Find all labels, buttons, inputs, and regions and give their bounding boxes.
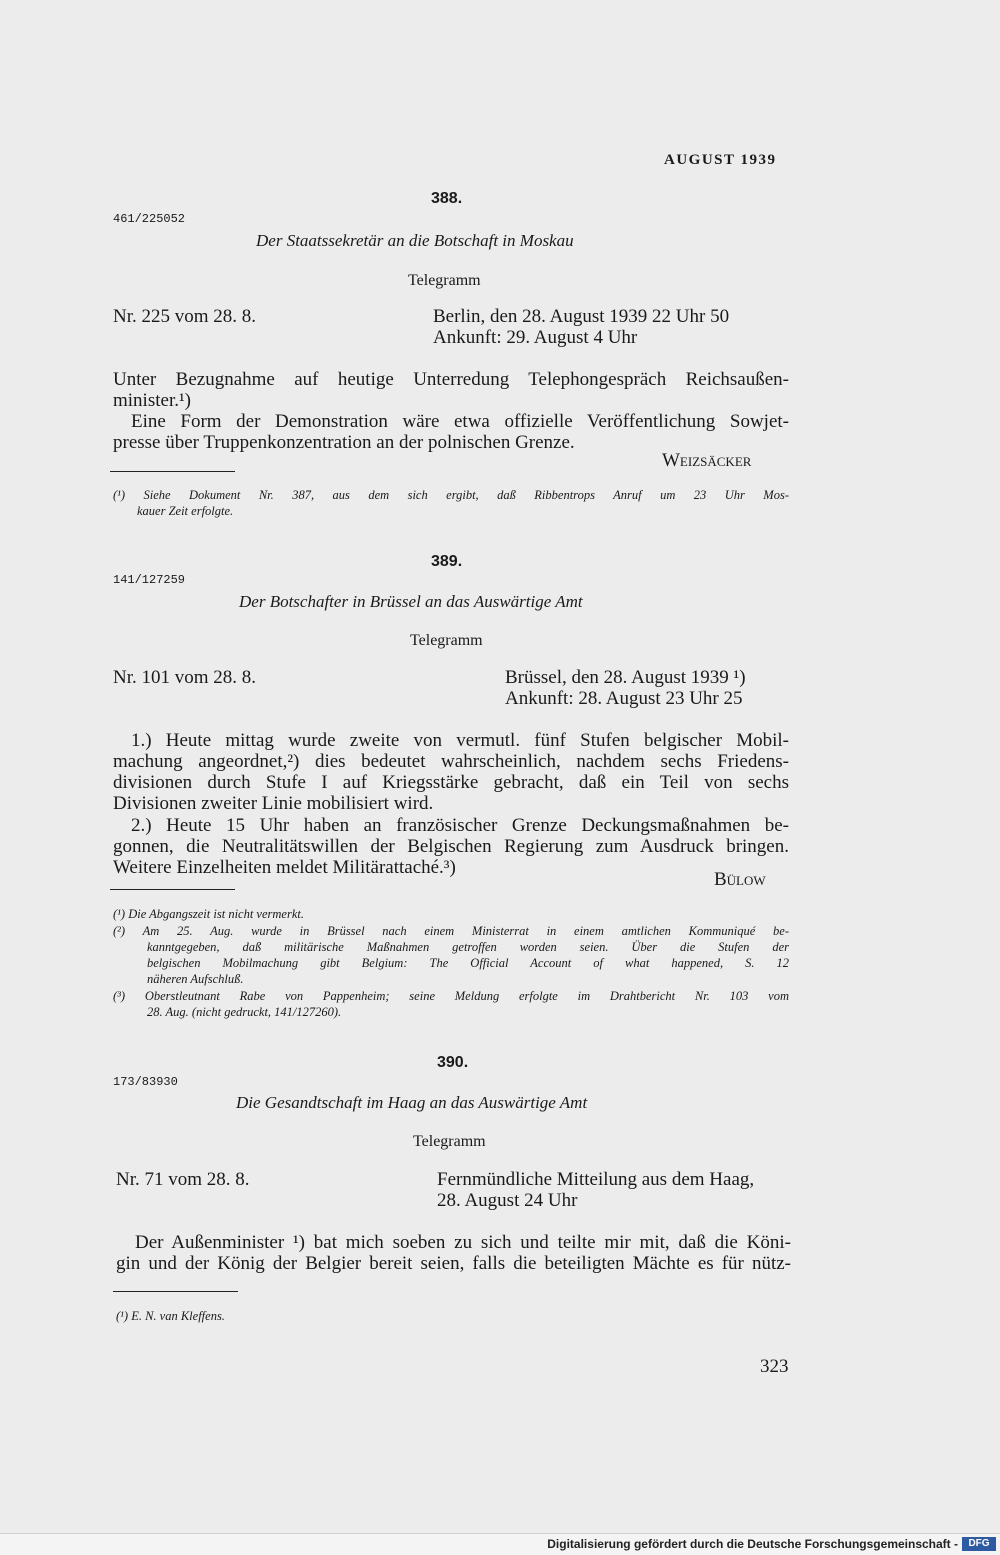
doc-kind: Telegramm [408,272,481,289]
body-line: gin und der König der Belgier bereit seien, falls die beteiligten Mächte es für nütz- [116,1253,791,1274]
footnote: 28. Aug. (nicht gedruckt, 141/127260). [147,1005,342,1019]
doc-kind: Telegramm [413,1133,486,1150]
body-line: Unter Bezugnahme auf heutige Unterredung Telephongespräch Reichsaußen- [113,369,789,390]
footnote: (¹) Siehe Dokument Nr. 387, aus dem sich ergibt, daß Ribbentrops Anruf um 23 Uhr Mos- [113,488,789,502]
footnote: (²) Am 25. Aug. wurde in Brüssel nach einem Ministerrat in einem amtlichen Kommuniqué be- [113,924,789,938]
dfg-logo: DFG [962,1537,996,1551]
page-number: 323 [760,1356,789,1377]
signature: Weizsäcker [662,450,752,471]
doc-number: 389. [431,553,463,570]
file-reference: 173/83930 [113,1075,178,1089]
doc-number: 388. [431,190,463,207]
footnote: (³) Oberstleutnant Rabe von Pappenheim; seine Meldung erfolgte im Drahtbericht Nr. 103 vom [113,989,789,1003]
body-line: 2.) Heute 15 Uhr haben an französischer Grenze Deckungsmaßnahmen be- [131,815,789,836]
doc-title: Der Staatssekretär an die Botschaft in Moskau [256,231,574,250]
footnote-rule [113,1291,238,1292]
file-reference: 461/225052 [113,212,186,226]
body-line: Weitere Einzelheiten meldet Militärattaché.³) [113,857,456,878]
funding-note: Digitalisierung gefördert durch die Deutsche Forschungsgemeinschaft - [547,1537,958,1551]
doc-kind: Telegramm [410,632,483,649]
place-date: Brüssel, den 28. August 1939 ¹) [505,667,746,688]
body-line: Eine Form der Demonstration wäre etwa offizielle Veröffentlichung Sowjet- [131,411,789,432]
footnote-rule [110,889,235,890]
arrival: Ankunft: 28. August 23 Uhr 25 [505,688,743,709]
body-line: machung angeordnet,²) dies bedeutet wahrscheinlich, nachdem sechs Friedens- [113,751,789,772]
running-head: AUGUST 1939 [664,152,777,168]
footnote: (¹) E. N. van Kleffens. [116,1309,225,1323]
body-line: gonnen, die Neutralitätswillen der Belgischen Regierung zum Ausdruck bringen. [113,836,789,857]
digitization-footer [0,1533,1000,1555]
signature: Bülow [714,869,766,890]
body-line: divisionen durch Stufe I auf Kriegsstärke gebracht, daß ein Teil von sechs [113,772,789,793]
body-line: Divisionen zweiter Linie mobilisiert wird. [113,793,434,814]
footnote: näheren Aufschluß. [147,972,244,986]
doc-nr: Nr. 71 vom 28. 8. [116,1169,250,1190]
file-reference: 141/127259 [113,573,186,587]
body-line: minister.¹) [113,390,191,411]
doc-nr: Nr. 225 vom 28. 8. [113,306,257,327]
footnote-rule [110,471,235,472]
arrival: Ankunft: 29. August 4 Uhr [433,327,638,348]
place-date: Berlin, den 28. August 1939 22 Uhr 50 [433,306,730,327]
arrival: 28. August 24 Uhr [437,1190,578,1211]
footnote: kauer Zeit erfolgte. [137,504,234,518]
doc-nr: Nr. 101 vom 28. 8. [113,667,257,688]
doc-title: Die Gesandtschaft im Haag an das Auswärtige Amt [236,1093,588,1112]
footnote: belgischen Mobilmachung gibt Belgium: The Official Account of what happened, S. 12 [147,956,789,970]
doc-number: 390. [437,1054,469,1071]
body-line: presse über Truppenkonzentration an der polnischen Grenze. [113,432,575,453]
footnote: kanntgegeben, daß militärische Maßnahmen getroffen worden seien. Über die Stufen der [147,940,789,954]
footnote: (¹) Die Abgangszeit ist nicht vermerkt. [113,907,304,921]
place-date: Fernmündliche Mitteilung aus dem Haag, [437,1169,755,1190]
body-line: 1.) Heute mittag wurde zweite von vermutl. fünf Stufen belgischer Mobil- [131,730,789,751]
body-line: Der Außenminister ¹) bat mich soeben zu sich und teilte mir mit, daß die Köni- [135,1232,791,1253]
doc-title: Der Botschafter in Brüssel an das Auswärtige Amt [239,592,583,611]
